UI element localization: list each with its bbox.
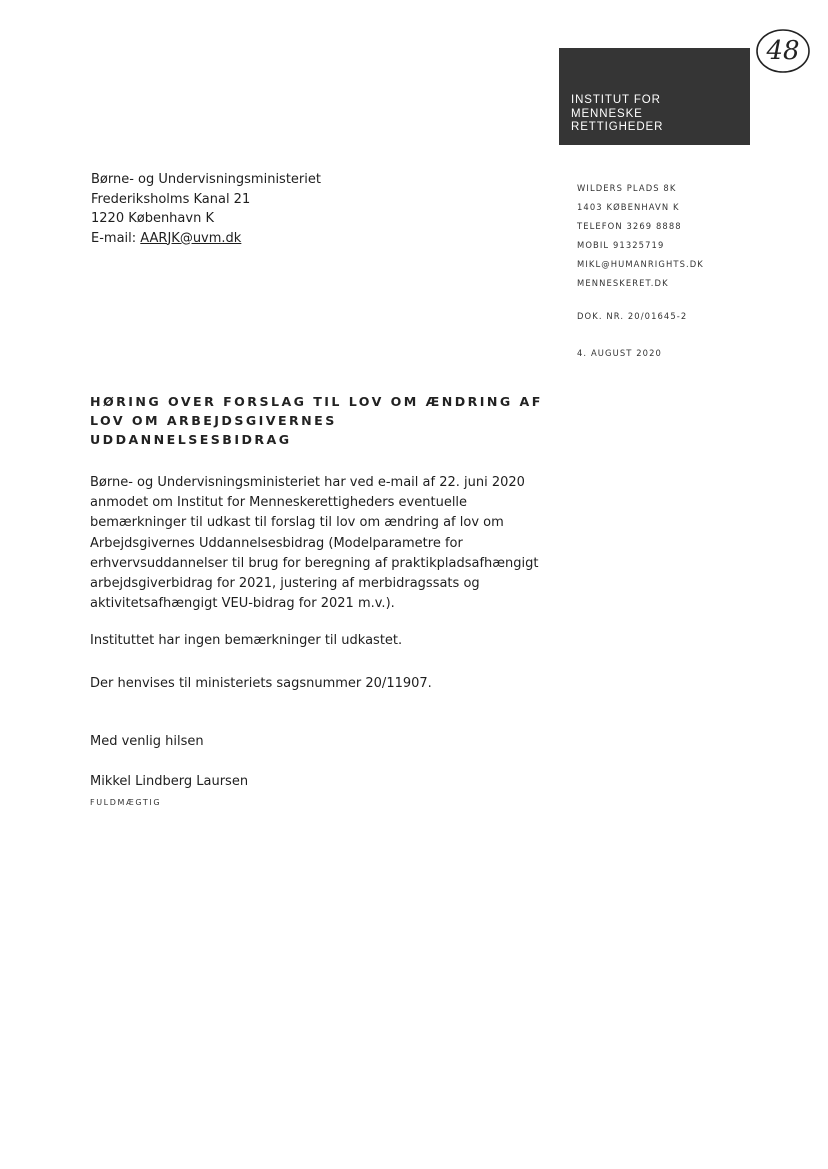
document-number: DOK. NR. 20/01645-2 [577, 311, 688, 321]
recipient-city: 1220 København K [91, 211, 214, 226]
recipient-email-line [91, 229, 321, 249]
heading-line-2: LOV OM ARBEJDSGIVERNES [90, 413, 337, 428]
body-line: arbejdsgiverbidrag for 2021, justering af merbidragssats og [90, 576, 480, 592]
sender-web: MENNESKERET.DK [577, 278, 669, 288]
logo-line-1: INSTITUT FOR [571, 94, 661, 106]
recipient-street: Frederiksholms Kanal 21 [91, 191, 251, 207]
sender-mobile: MOBIL 91325719 [577, 240, 665, 250]
body-line: anmodet om Institut for Menneskerettigheders eventuelle [90, 495, 468, 511]
body-paragraph-3: Der henvises til ministeriets sagsnummer 20/11907. [90, 676, 432, 691]
heading-line-3: UDDANNELSESBIDRAG [90, 432, 292, 447]
body-line: erhvervsuddannelser til brug for beregning af praktikpladsafhængigt [90, 555, 539, 571]
recipient-name: Børne- og Undervisningsministeriet [91, 172, 321, 187]
sender-phone: TELEFON 3269 8888 [577, 221, 682, 231]
recipient-address [91, 170, 321, 248]
body-paragraph-2: Instituttet har ingen bemærkninger til udkastet. [90, 633, 403, 648]
body-paragraph-1 [90, 473, 550, 614]
body-line: Børne- og Undervisningsministeriet har ved e-mail af 22. juni 2020 [90, 475, 525, 490]
logo-line-3: RETTIGHEDER [571, 121, 664, 133]
sender-city: 1403 KØBENHAVN K [577, 202, 680, 212]
letter-date: 4. AUGUST 2020 [577, 348, 662, 358]
body-line: Arbejdsgivernes Uddannelsesbidrag (Modelparametre for [90, 535, 463, 551]
signer-name: Mikkel Lindberg Laursen [90, 774, 249, 789]
page-number-text: 48 [766, 36, 800, 66]
recipient-email-label: E-mail: [91, 230, 141, 246]
sender-email: MIKL@HUMANRIGHTS.DK [577, 259, 704, 269]
recipient-email-link[interactable]: AARJK@uvm.dk [140, 230, 242, 246]
letter-heading [90, 392, 550, 449]
sender-info [577, 179, 704, 293]
heading-line-1: HØRING OVER FORSLAG TIL LOV OM ÆNDRING AF [90, 394, 543, 409]
signer-role: FULDMÆGTIG [90, 798, 162, 807]
closing-greeting: Med venlig hilsen [90, 734, 204, 749]
body-line: aktivitetsafhængigt VEU-bidrag for 2021 m.v.). [90, 596, 395, 612]
sender-address: WILDERS PLADS 8K [577, 183, 677, 193]
institute-logo [559, 48, 750, 145]
body-line: bemærkninger til udkast til forslag til lov om ændring af lov om [90, 515, 504, 531]
handwritten-page-number [754, 26, 812, 76]
logo-text [571, 94, 663, 135]
logo-line-2: MENNESKE [571, 107, 643, 120]
